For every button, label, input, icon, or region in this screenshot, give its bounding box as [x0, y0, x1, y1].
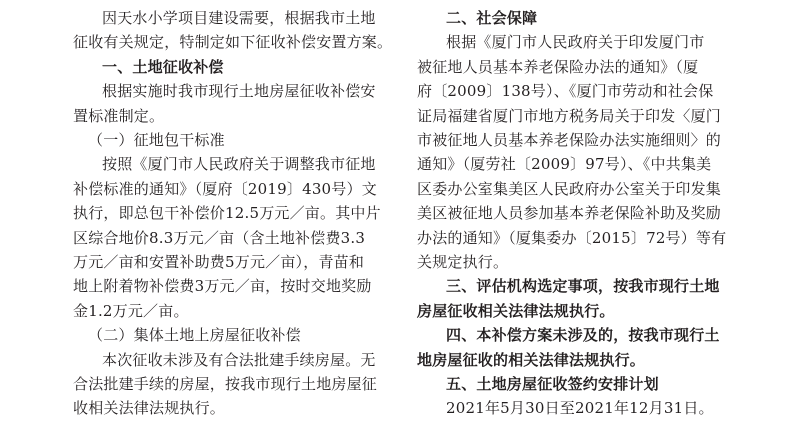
paragraph-line: 地上附着物补偿费3万元／亩，按时交地奖励: [73, 277, 372, 296]
paragraph-line: 证局福建省厦门市地方税务局关于印发〈厦门: [417, 106, 722, 125]
section-heading: 三、评估机构选定事项，按我市现行土地: [446, 277, 720, 296]
paragraph-line: 因天水小学项目建设需要，根据我市土地: [102, 9, 376, 27]
section-heading: 一、土地征收补偿: [102, 57, 224, 76]
paragraph-line: 市被征地人员基本养老保险办法实施细则〉的: [417, 131, 722, 149]
paragraph-line: （二）集体土地上房屋征收补偿: [88, 326, 301, 345]
paragraph-line: 置标准制定。: [73, 106, 165, 125]
paragraph-line: 根据实施时我市现行土地房屋征收补偿安: [102, 82, 376, 101]
paragraph-line: 征收有关规定，特制定如下征收补偿安置方案。: [73, 33, 393, 52]
section-heading: 二、社会保障: [446, 9, 538, 27]
paragraph-line: 2021年5月30日至2021年12月31日。: [446, 399, 714, 418]
paragraph-line: 本次征收未涉及有合法批建手续房屋。无: [102, 350, 376, 369]
paragraph-line: 区综合地价8.3万元／亩（含土地补偿费3.3: [73, 228, 366, 247]
paragraph-line: 通知》（厦劳社〔2009〕97号）、《中共集美: [417, 155, 712, 174]
paragraph-line: 万元／亩和安置补助费5万元／亩），青苗和: [73, 253, 365, 271]
paragraph-line: 美区被征地人员参加基本养老保险补助及奖励: [417, 204, 722, 223]
paragraph-line: 金1.2万元／亩。: [73, 301, 189, 320]
section-heading: 五、土地房屋征收签约安排计划: [446, 375, 659, 393]
paragraph-line: 合法批建手续的房屋，按我市现行土地房屋征: [73, 375, 378, 393]
paragraph-line: 按照《厦门市人民政府关于调整我市征地: [102, 155, 376, 174]
section-heading: 地房屋征收的相关法律法规执行。: [417, 350, 646, 369]
paragraph-line: 执行，即总包干补偿价12.5万元／亩。其中片: [73, 204, 381, 223]
paragraph-line: 收相关法律法规执行。: [73, 399, 226, 418]
paragraph-line: 关规定执行。: [417, 253, 509, 271]
paragraph-line: 府〔2009〕138号）、《厦门市劳动和社会保: [417, 82, 714, 101]
section-heading: 房屋征收相关法律法规执行。: [417, 301, 615, 320]
paragraph-line: 区委办公室集美区人民政府办公室关于印发集: [417, 179, 722, 198]
paragraph-line: （一）征地包干标准: [88, 131, 225, 149]
section-heading: 四、本补偿方案未涉及的，按我市现行土: [446, 326, 720, 345]
paragraph-line: 被征地人员基本养老保险办法的通知》（厦: [417, 57, 699, 76]
paragraph-line: 办法的通知》（厦集委办〔2015〕72号）等有: [417, 228, 727, 247]
paragraph-line: 补偿标准的通知》（厦府〔2019〕430号）文: [73, 179, 377, 198]
paragraph-line: 根据《厦门市人民政府关于印发厦门市: [446, 33, 705, 52]
